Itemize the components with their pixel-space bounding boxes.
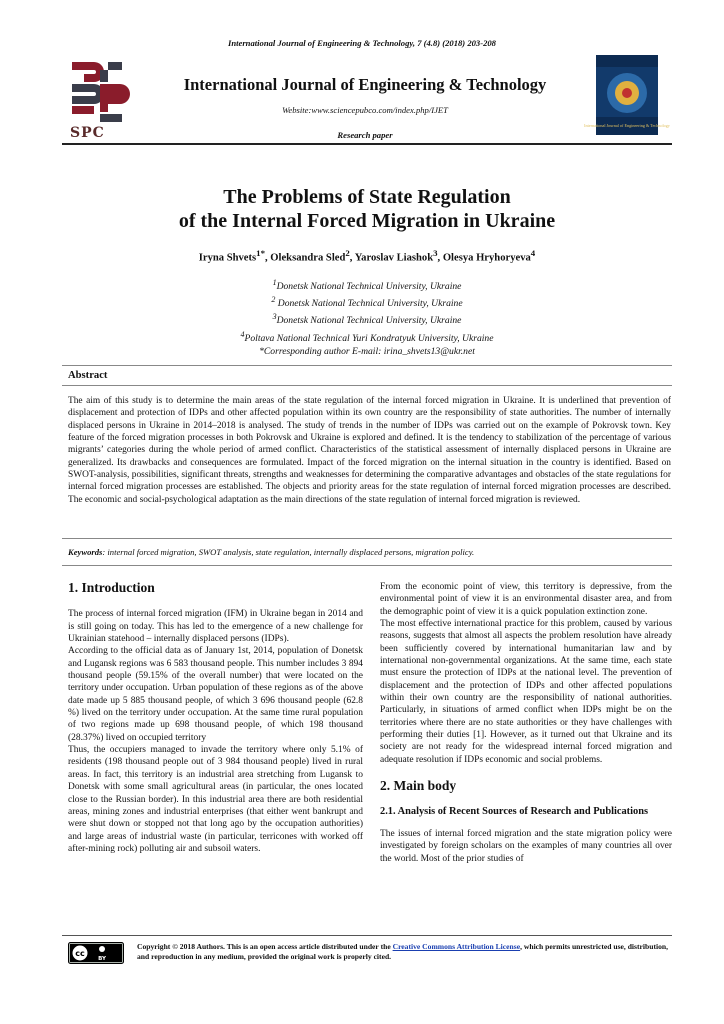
author-sep: ,: [437, 252, 443, 264]
paper-title-line-2: of the Internal Forced Migration in Ukraine: [178, 210, 556, 232]
affiliation: [62, 276, 672, 293]
affiliation-text: Donetsk National Technical University, Ukraine: [276, 315, 462, 327]
journal-website[interactable]: Website:www.sciencepubco.com/index.php/IJET: [282, 105, 448, 115]
affiliation-sup: 1: [272, 278, 277, 287]
paper-type-label: Research paper: [337, 130, 393, 140]
affiliation: [62, 293, 672, 310]
affiliation: [62, 310, 672, 327]
publisher-logo: [66, 58, 128, 126]
keywords-text: : internal forced migration, SWOT analysis, state regulation, internally displaced persons, migration policy.: [102, 547, 475, 557]
author-list: [62, 248, 672, 264]
abstract-heading: Abstract: [68, 370, 108, 381]
paragraph: Thus, the occupiers managed to invade the territory where only 5.1% of residents (198 thousand people out of 3 984 thousand people) lived in rural areas. In fact, this territory is an industrial area stretching from Lugansk to Donetsk with some small agricultural areas (in particular, the ones located close to the Russian border). In this industrial area there are both residential areas, mining zones and industrial enterprises (that either went bankrupt and were shut down or stopped not that long ago by the occupation authorities) and large areas of industrial waste (in particular, terricones with worked off after-mining rock) polluting air and subsoil waters.: [68, 745, 363, 854]
author: Yaroslav Liashok: [354, 252, 434, 264]
paper-title-line-1: The Problems of State Regulation: [223, 186, 511, 208]
keywords: [68, 547, 671, 557]
author: Iryna Shvets: [198, 252, 257, 264]
affiliation-text: Donetsk National Technical University, Ukraine: [276, 281, 462, 293]
journal-cover-image: [584, 55, 670, 135]
affiliation: [62, 328, 672, 345]
affiliation-sup: 4: [240, 329, 245, 339]
section-heading-introduction: 1. Introduction: [68, 580, 155, 595]
paragraph: From the economic point of view, this territory is depressive, from the environmental point of view it is an environmental disaster area, and from the demographic point of view it is a quick population extinction zone.: [380, 582, 672, 617]
keywords-label: Keywords: [68, 547, 103, 557]
affiliation-sup: 3: [272, 312, 277, 322]
affiliation-sup: 2: [271, 295, 276, 305]
author: Olesya Hryhoryeva: [442, 252, 531, 264]
paper-title: [62, 185, 672, 233]
svg-text:International Journal of Engin: International Journal of Engineering & Technology: [584, 123, 670, 128]
header-rule: [62, 143, 672, 145]
publisher-logo-text: SPC: [70, 125, 105, 141]
affiliations: [62, 276, 672, 358]
footer-rule: [62, 935, 672, 936]
journal-title: International Journal of Engineering & Technology: [183, 75, 547, 94]
abstract-top-rule: [62, 365, 672, 366]
author: Oleksandra Sled: [270, 252, 346, 264]
paragraph: The issues of internal forced migration and the state migration policy were investigated by foreign scholars on the examples of many countries all over the world. Most of the prior studies of: [380, 829, 672, 864]
author-sup: 3: [433, 248, 438, 258]
copyright-text: Copyright © 2018 Authors. This is an open access article distributed under the: [137, 942, 393, 951]
paragraph: According to the official data as of January 1st, 2014, population of Donetsk and Lugansk regions was 6 583 thousand people. This number includes 3 894 thousand people (59.15% of the overall number) that were located on the territory under occupation. Urban population of these regions as of the above date made up 5 885 thousand people, of which 3 696 thousand people (62.8 %) lived on the territory under occupation. At the same time rural population of two regions made up 698 thousand people, of which 198 thousand (28.37%) lived on occupied territory: [68, 646, 363, 743]
author-sep: ,: [349, 252, 355, 264]
author-sep: ,: [265, 252, 271, 264]
corresponding-author: *Corresponding author E-mail: irina_shvets13@ukr.net: [259, 345, 475, 357]
abstract-text: The aim of this study is to determine the main areas of the state regulation of the internal forced migration in Ukraine. It is underlined that prevention of displacement and protection of IDPs and other affected population within its own country are the responsibility of state authorities. The number of internally displaced persons in Ukraine in 2014–2018 is analysed. The study of trends in the number of IDPs was carried out on the example of Pokrovsk town. Key feature of the forced migration processes in both Pokrovsk and Ukraine is explored and defined. It is the tendency to stabilization of the percentage of various migrants’ categories during the whole period of armed conflict. Characteristics of the statistical assessment of internally displaced persons in Ukraine are generalized. Its drawbacks and consequences are formulated. Impact of the forced migration on the internal situation in the country is identified. Based on SWOT-analysis, possibilities, significant threats, strengths and weaknesses for determining the comparative advantages and obstacles of the state regulations for internal forced migration processes are established. The objects and priority areas for the state regulation of internal forced migration processes are described. The economic and social-psychological adaptation as the main directions of the state regulation of internal forced migration is reviewed.: [68, 396, 671, 505]
author-sup: 2: [345, 248, 350, 258]
license-link[interactable]: Creative Commons Attribution License: [392, 942, 521, 951]
svg-text:BY: BY: [98, 956, 106, 962]
abstract-heading-rule: [62, 385, 672, 386]
keywords-rule: [62, 565, 672, 566]
cc-by-badge[interactable]: [68, 942, 124, 964]
affiliation-text: Donetsk National Technical University, Ukraine: [275, 298, 463, 310]
paragraph: The most effective international practice for this problem, caused by various reasons, suggests that almost all aspects the problem resolution have already been sufficiently covered by international humanitarian law and by international non-governmental organizations. At the same time, each state must ensure the protection of IDPs at the national level. The prevention of displacement and the protection of IDPs and other affected populations within their own country are the responsibility of national authorities. Particularly, in situations of armed conflict when IDPs might be on the territories where there are no state authorities or they have challenges with performing their duties [1]. However, as it turned out that Ukraine and its society are not ready for the widespread internal forced migration and adequate resolution if IDPs economic and social problems.: [380, 619, 672, 765]
journal-citation-line: International Journal of Engineering & Technology, 7 (4.8) (2018) 203-208: [228, 38, 496, 48]
left-column: [68, 582, 363, 855]
abstract-bottom-rule: [62, 538, 672, 539]
author-sup: 1*: [256, 248, 265, 258]
svg-text:cc: cc: [75, 949, 85, 958]
affiliation-text: Poltava National Technical Yuri Kondratyuk University, Ukraine: [244, 332, 494, 344]
author-sup: 4: [530, 248, 536, 258]
subsection-heading: 2.1. Analysis of Recent Sources of Research and Publications: [380, 805, 649, 817]
section-heading-main-body: 2. Main body: [380, 778, 457, 794]
paragraph: The process of internal forced migration (IFM) in Ukraine began in 2014 and is still going on today. This has led to the emergence of a new challenge for Ukrainian statehood – internally displaced persons (IDPs).: [68, 609, 363, 645]
right-column: [380, 581, 672, 865]
copyright-notice: [137, 942, 673, 962]
copyright-text-rest: , which permits unrestricted use, distribution, and reproduction in any medium, provided the original work is properly cited.: [137, 942, 669, 961]
